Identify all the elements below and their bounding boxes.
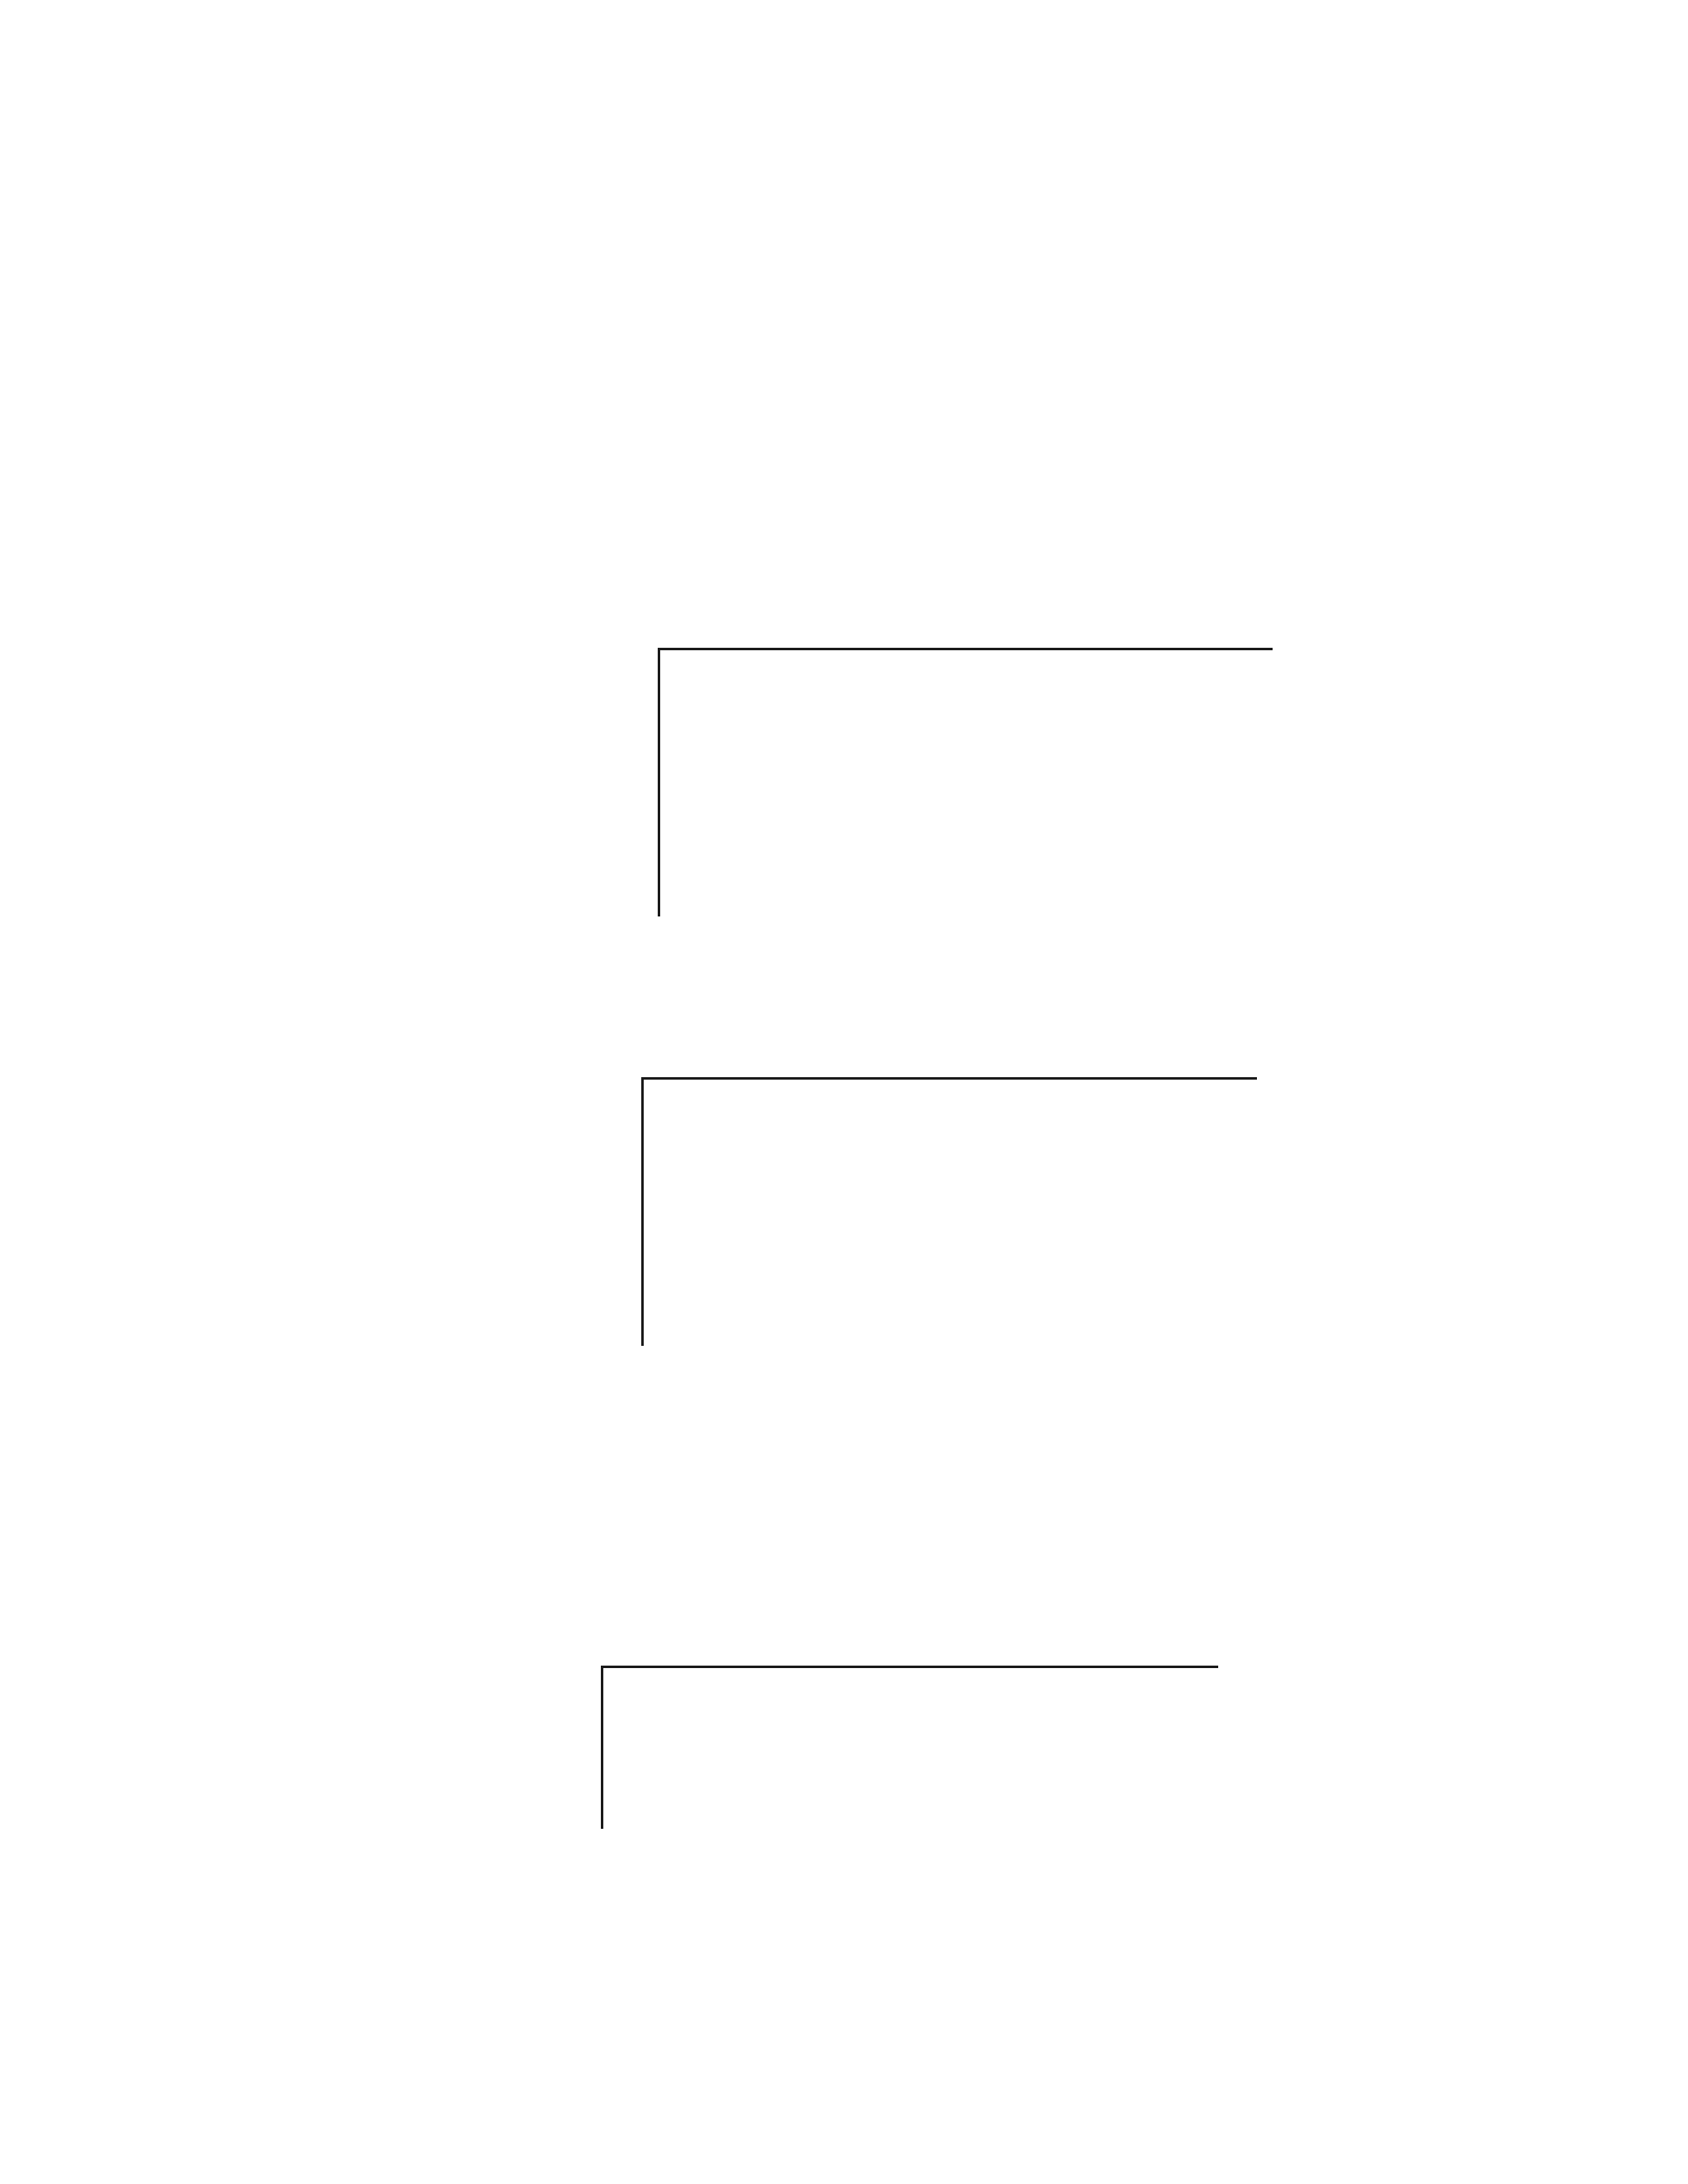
matrix-left-rule [601,1666,603,1829]
matrix-top-rule [641,1077,1257,1080]
matrix-top-rule [601,1666,1218,1668]
matrix-left-rule [658,648,660,916]
matrix-left-rule [641,1077,644,1346]
matrix-top-rule [658,648,1273,650]
